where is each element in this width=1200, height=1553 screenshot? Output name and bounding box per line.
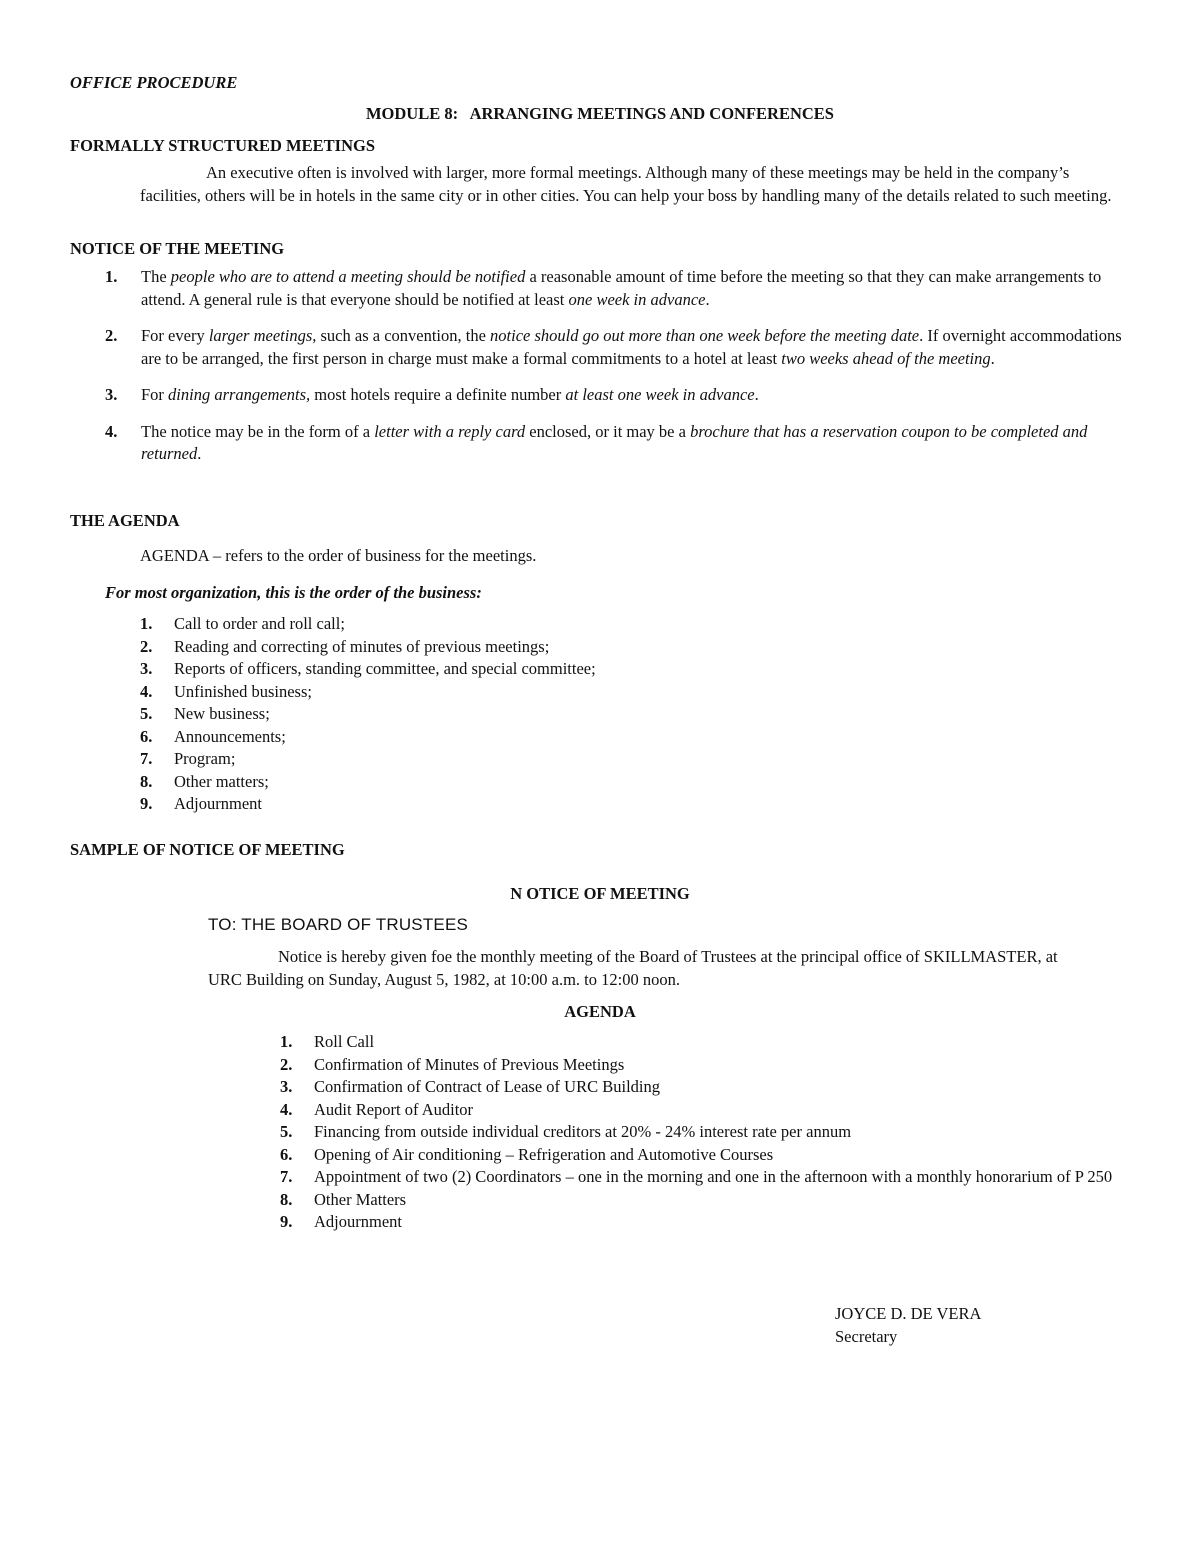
list-text-emphasis: dining arrangements,	[168, 385, 311, 404]
notice-rules-list	[105, 266, 1130, 466]
signer-name: JOYCE D. DE VERA	[835, 1304, 982, 1323]
notice-body: Notice is hereby given foe the monthly meeting of the Board of Trustees at the principal office of SKILLMASTER, at URC Building on Sunday, August 5, 1982, at 10:00 a.m. to 12:00 noon.	[208, 947, 1058, 989]
list-text: .	[990, 348, 995, 368]
agenda-lead-text: For most organization, this is the order of the business:	[105, 583, 482, 602]
list-item	[140, 771, 1040, 794]
list-text: Reports of officers, standing committee, and special committee;	[174, 659, 596, 678]
list-number: 1.	[140, 614, 153, 633]
list-text-emphasis: one week in advance	[568, 289, 706, 309]
list-item	[105, 384, 1130, 407]
list-item	[140, 658, 1040, 681]
formal-meetings-paragraph: An executive often is involved with larger, more formal meetings. Although many of these meetings may be held in the company’s facilities, others will be in hotels in the same city or in other cities. You can help your boss by handling many of the details related to such meeting.	[140, 163, 1112, 205]
list-text: .	[197, 444, 202, 463]
list-text-emphasis: larger meetings,	[208, 326, 317, 345]
module-title: MODULE 8: ARRANGING MEETINGS AND CONFERENCES	[365, 104, 834, 123]
list-number: 2.	[280, 1054, 293, 1074]
list-number: 9.	[140, 794, 153, 813]
list-text: Announcements;	[174, 726, 286, 746]
list-text: such as a convention, the	[316, 326, 491, 345]
list-text: Audit Report of Auditor	[314, 1099, 474, 1119]
list-text: Roll Call	[314, 1032, 375, 1051]
list-text: The notice may be in the form of a	[141, 421, 375, 441]
list-item	[280, 1076, 1120, 1099]
list-text: Financing from outside individual creditors at 20% - 24% interest rate per annum	[314, 1122, 852, 1141]
list-number: 3.	[140, 659, 153, 678]
list-number: 3.	[105, 385, 118, 404]
list-number: 4.	[140, 681, 153, 701]
list-text: For every	[141, 326, 209, 345]
agenda-definition-text: – refers to the order of business for the meetings.	[208, 546, 537, 565]
list-text: Other matters;	[174, 771, 269, 791]
list-item	[105, 325, 1130, 370]
list-number: 5.	[280, 1122, 293, 1141]
signature-block	[835, 1303, 981, 1348]
list-number: 2.	[140, 636, 153, 656]
list-item	[280, 1099, 1120, 1122]
list-text: Opening of Air conditioning – Refrigeration and Automotive Courses	[314, 1144, 774, 1164]
formal-meetings-heading: FORMALLY STRUCTURED MEETINGS	[70, 136, 375, 155]
list-item	[280, 1054, 1120, 1077]
list-item	[280, 1189, 1120, 1212]
list-item	[140, 793, 1040, 816]
list-text-emphasis: people who are to attend a meeting should be notified	[170, 267, 526, 286]
list-text: most hotels require a definite number	[310, 385, 566, 404]
list-item	[280, 1166, 1120, 1189]
business-order-list	[140, 613, 1040, 816]
notice-agenda-list	[280, 1031, 1120, 1234]
list-number: 7.	[140, 749, 153, 768]
list-text: .	[705, 289, 710, 309]
list-item	[280, 1121, 1120, 1144]
list-text: For	[141, 385, 169, 404]
list-number: 1.	[105, 267, 118, 286]
list-item	[140, 613, 1040, 636]
list-item	[140, 748, 1040, 771]
notice-meeting-heading: NOTICE OF THE MEETING	[70, 239, 285, 258]
list-number: 7.	[280, 1167, 293, 1186]
list-text-emphasis: notice should go out more than one week before the meeting date	[490, 326, 920, 345]
list-item	[280, 1144, 1120, 1167]
agenda-term: AGENDA	[140, 546, 209, 565]
notice-agenda-title: AGENDA	[564, 1002, 636, 1021]
list-text: enclosed, or it may be a	[525, 421, 691, 441]
list-text: The	[141, 267, 171, 286]
sample-notice-heading: SAMPLE OF NOTICE OF MEETING	[70, 840, 345, 859]
list-text-emphasis: letter with a reply card	[374, 421, 526, 441]
list-text: Unfinished business;	[174, 681, 312, 701]
list-item	[140, 636, 1040, 659]
list-text: Other Matters	[314, 1189, 407, 1209]
list-text: Reading and correcting of minutes of previous meetings;	[174, 636, 550, 656]
list-text: Adjournment	[314, 1212, 402, 1231]
list-number: 9.	[280, 1212, 293, 1231]
notice-recipient: TO: THE BOARD OF TRUSTEES	[208, 915, 469, 934]
list-number: 3.	[280, 1077, 293, 1096]
list-text-emphasis: brochure that has a reservation coupon to be completed and returned	[141, 421, 1088, 463]
list-number: 4.	[280, 1099, 293, 1119]
list-number: 2.	[105, 326, 118, 345]
list-text: Confirmation of Contract of Lease of URC Building	[314, 1077, 660, 1096]
list-text-emphasis: at least one week in advance	[565, 385, 755, 404]
document-header-label: OFFICE PROCEDURE	[70, 73, 238, 92]
agenda-definition	[140, 545, 536, 568]
list-text: New business;	[174, 704, 270, 723]
list-text-emphasis: two weeks ahead of the meeting	[781, 348, 991, 368]
list-number: 6.	[140, 726, 153, 746]
list-item	[105, 266, 1130, 311]
list-number: 6.	[280, 1144, 293, 1164]
list-number: 5.	[140, 704, 153, 723]
list-item	[280, 1211, 1120, 1234]
notice-title: N OTICE OF MEETING	[510, 884, 690, 903]
list-text: .	[754, 385, 759, 404]
list-text: . If overnight accommodations are to be arranged, the first person in charge must make a formal commitments to a hotel at least	[141, 326, 1122, 368]
list-item	[105, 421, 1130, 466]
list-text: Program;	[174, 749, 236, 768]
list-item	[140, 726, 1040, 749]
list-number: 8.	[140, 771, 153, 791]
list-text: a reasonable amount of time before the meeting so that they can make arrangements to attend. A general rule is that everyone should be notified at least	[141, 267, 1102, 309]
list-number: 1.	[280, 1032, 293, 1051]
list-item	[280, 1031, 1120, 1054]
list-text: Adjournment	[174, 794, 262, 813]
list-text: Confirmation of Minutes of Previous Meetings	[314, 1054, 625, 1074]
list-text: Appointment of two (2) Coordinators – one in the morning and one in the afternoon with a monthly honorarium of P 250	[314, 1167, 1113, 1186]
list-text: Call to order and roll call;	[174, 614, 345, 633]
list-number: 8.	[280, 1189, 293, 1209]
agenda-heading: THE AGENDA	[70, 511, 180, 530]
list-number: 4.	[105, 421, 118, 441]
list-item	[140, 681, 1040, 704]
signer-title: Secretary	[835, 1326, 898, 1346]
list-item	[140, 703, 1040, 726]
